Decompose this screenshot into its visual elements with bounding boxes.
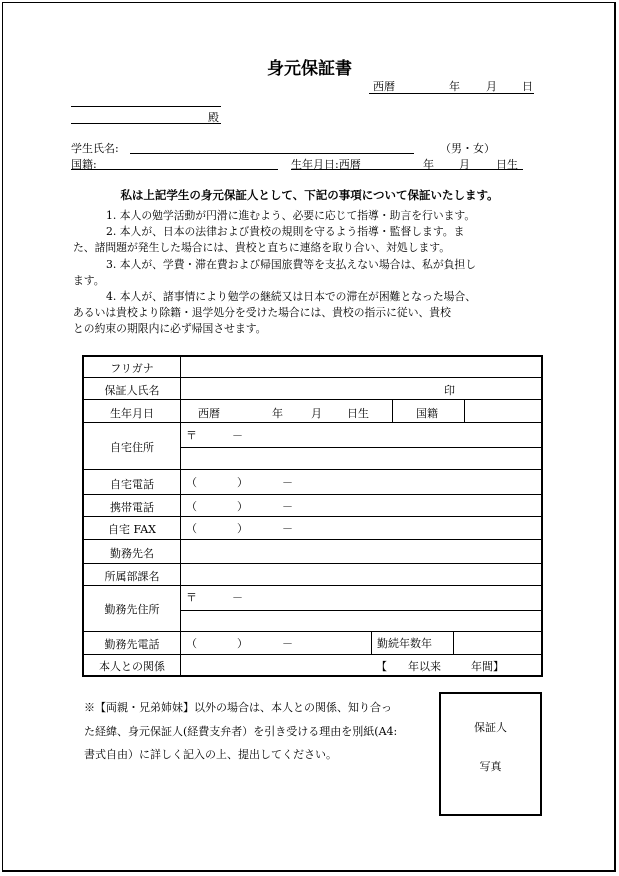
clause-3: 3. 本人が、学費・滞在費および帰国旅費等を支払えない場合は、私が負担し	[106, 257, 477, 271]
work-phone-dash: －	[282, 637, 293, 650]
clause-1: 1. 本人の勉学活動が円滑に進むよう、必要に応じて指導・助言を行います。	[106, 209, 476, 222]
nationality-field[interactable]	[71, 169, 278, 170]
home-postal-dash: －	[232, 429, 243, 442]
relationship-label: 本人との関係	[99, 660, 165, 673]
date-month: 月	[486, 80, 497, 93]
photo-label-1: 保証人	[474, 721, 507, 734]
birth-day-unit: 日生	[347, 407, 369, 420]
furigana-label: フリガナ	[110, 362, 154, 375]
student-name-label: 学生氏名:	[71, 142, 119, 155]
birthdate-label: 生年月日	[110, 407, 154, 420]
addressee-line[interactable]	[71, 123, 221, 124]
birth-month-unit: 月	[311, 407, 322, 420]
employer-label: 勤務先名	[110, 547, 154, 560]
col-line	[453, 631, 454, 654]
row-line	[84, 494, 541, 495]
row-line	[180, 447, 541, 448]
home-phone-dash: －	[282, 476, 293, 489]
student-name-field[interactable]	[130, 153, 414, 154]
note-text	[84, 696, 434, 767]
birth-underline[interactable]	[291, 169, 523, 170]
addressee-suffix: 殿	[208, 111, 219, 124]
birth-day: 日生	[496, 158, 518, 171]
row-line	[84, 377, 541, 378]
work-address-label: 勤務先住所	[104, 603, 160, 616]
home-phone-open: （	[186, 476, 197, 489]
clause-4: 4. 本人が、諸事情により勉学の継続又は日本での滞在が困難となった場合、	[106, 290, 477, 304]
mobile-phone-close: ）	[237, 500, 248, 513]
date-day: 日	[522, 80, 533, 93]
fax-open: （	[186, 522, 197, 535]
photo-label-2: 写真	[479, 760, 502, 773]
home-phone-close: ）	[237, 476, 248, 489]
note-line-3: 書式自由）に詳しく記入の上、提出してください。	[84, 748, 337, 761]
row-line	[84, 654, 541, 655]
row-line	[84, 631, 541, 632]
guarantor-name-label: 保証人氏名	[104, 384, 160, 397]
date-year: 年	[449, 80, 460, 93]
birth-year-unit: 年	[272, 407, 283, 420]
clause-list	[73, 208, 543, 338]
work-postal-mark: 〒	[186, 591, 197, 604]
page-title: 身元保証書	[267, 59, 352, 79]
work-phone-open: （	[186, 637, 197, 650]
home-address-label: 自宅住所	[110, 441, 154, 454]
guarantor-nationality-label: 国籍	[416, 407, 438, 420]
row-line	[84, 539, 541, 540]
mobile-phone-open: （	[186, 500, 197, 513]
clause-2: 2. 本人が、日本の法律および貴校の規則を守るよう指導・監督します。ま	[106, 225, 465, 239]
fax-close: ）	[237, 522, 248, 535]
row-line	[84, 469, 541, 470]
col-line	[371, 631, 372, 654]
guarantee-heading: 私は上記学生の身元保証人として、下記の事項について保証いたします。	[120, 188, 499, 202]
clause-2-cont: た、諸問題が発生した場合には、貴校と直ちに連絡を取り合い、対処します。	[73, 241, 451, 255]
birth-month: 月	[459, 158, 470, 171]
date-era: 西暦	[373, 80, 395, 93]
fax-dash: －	[282, 522, 293, 535]
col-line	[392, 399, 393, 422]
home-fax-label: 自宅 FAX	[108, 523, 156, 536]
home-phone-label: 自宅電話	[110, 478, 154, 491]
photo-box[interactable]	[439, 692, 542, 816]
relation-years: 年間】	[471, 660, 504, 673]
row-line	[84, 399, 541, 400]
home-postal-mark: 〒	[186, 429, 197, 442]
row-line	[180, 610, 541, 611]
clause-3-cont: ます。	[73, 273, 105, 287]
note-line-1: ※【両親・兄弟姉妹】以外の場合は、本人との関係、知り合っ	[84, 701, 392, 714]
department-label: 所属部課名	[104, 570, 160, 583]
work-phone-close: ）	[237, 637, 248, 650]
mobile-phone-dash: －	[282, 500, 293, 513]
years-employed-label: 勤続年数年	[377, 637, 432, 650]
row-line	[84, 585, 541, 586]
date-underline	[369, 93, 534, 94]
seal-mark: 印	[444, 384, 455, 397]
addressee-line-top	[71, 106, 221, 107]
relation-since: 年以来	[408, 660, 441, 673]
row-line	[84, 563, 541, 564]
birth-era: 西暦	[198, 407, 220, 420]
birth-label: 生年月日:西暦	[291, 158, 361, 171]
row-line	[84, 516, 541, 517]
col-line	[464, 399, 465, 422]
birth-year: 年	[423, 158, 434, 171]
relation-open-bracket: 【	[376, 660, 387, 673]
work-postal-dash: －	[232, 591, 243, 604]
clause-4-cont2: との約束の期限内に必ず帰国させます。	[73, 322, 267, 336]
gender-choice: （男・女）	[440, 142, 495, 155]
work-phone-label: 勤務先電話	[104, 638, 160, 651]
clause-4-cont: あるいは貴校より除籍・退学処分を受けた場合には、貴校の指示に従い、貴校	[73, 306, 451, 320]
row-line	[84, 422, 541, 423]
mobile-phone-label: 携帯電話	[110, 501, 154, 514]
nationality-label: 国籍:	[71, 158, 97, 171]
note-line-2: た経緯、身元保証人(経費支弁者）を引き受ける理由を別紙(A4:	[84, 724, 398, 738]
guarantor-table	[82, 355, 543, 677]
col-line	[180, 357, 181, 675]
